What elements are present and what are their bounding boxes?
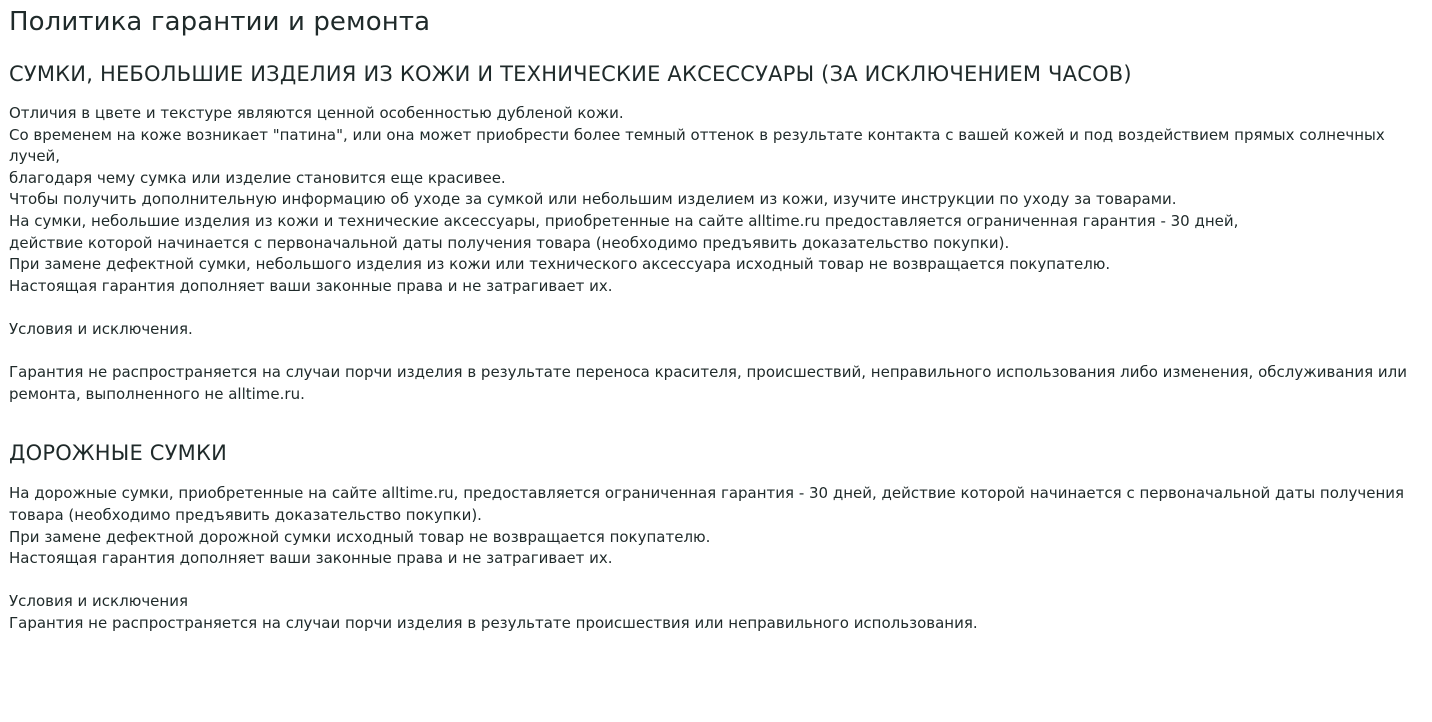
text-line: благодаря чему сумка или изделие становится еще красивее.: [9, 168, 506, 187]
conditions-label: Условия и исключения.: [9, 319, 193, 338]
travel-bags-heading: ДОРОЖНЫЕ СУМКИ: [9, 441, 228, 466]
text-line: Отличия в цвете и текстуре являются ценной особенностью дубленой кожи.: [9, 104, 624, 122]
text-line: Настоящая гарантия дополняет ваши законные права и не затрагивает их.: [9, 276, 613, 295]
text-line: Чтобы получить дополнительную информацию об уходе за сумкой или небольшим изделием из кожи, изучите инструкции по уходу за товарами.: [9, 190, 1177, 209]
page-title: Политика гарантии и ремонта: [9, 7, 431, 37]
travel-replacement-text: При замене дефектной дорожной сумки исходный товар не возвращается покупателю.: [9, 527, 711, 546]
text-line: При замене дефектной сумки, небольшого изделия из кожи или технического аксессуара исходный товар не возвращается покупателю.: [9, 255, 1111, 274]
travel-bags-section: [9, 439, 1432, 634]
travel-exclusions-text: Гарантия не распространяется на случаи порчи изделия в результате происшествия или неправильного использования.: [9, 613, 978, 632]
travel-rights-text: Настоящая гарантия дополняет ваши законные права и не затрагивает их.: [9, 549, 613, 568]
leather-goods-description: [9, 103, 1432, 297]
leather-goods-heading: СУМКИ, НЕБОЛЬШИЕ ИЗДЕЛИЯ ИЗ КОЖИ И ТЕХНИЧЕСКИЕ АКСЕССУАРЫ (ЗА ИСКЛЮЧЕНИЕМ ЧАСОВ): [9, 62, 1132, 86]
text-line: Со временем на коже возникает "патина", или она может приобрести более темный оттенок в результате контакта с вашей кожей и под воздействием прямых солнечных лучей,: [9, 125, 1385, 166]
leather-goods-section: [9, 60, 1432, 405]
exclusions-text: Гарантия не распространяется на случаи порчи изделия в результате переноса красителя, происшествий, неправильного использования либо изменения, обслуживания или ремонта, выполненного не alltime.ru.: [9, 363, 1407, 403]
text-line: действие которой начинается с первоначальной даты получения товара (необходимо предъявить доказательство покупки).: [9, 233, 1010, 252]
spacer: [9, 297, 1432, 319]
spacer: [9, 341, 1432, 363]
travel-warranty-text: На дорожные сумки, приобретенные на сайте alltime.ru, предоставляется ограниченная гарантия - 30 дней, действие которой начинается с первоначальной даты получения товара (необходимо предъявить доказательство покупки).: [9, 484, 1405, 524]
text-line: На сумки, небольшие изделия из кожи и технические аксессуары, приобретенные на сайте alltime.ru предоставляется ограниченная гарантия - 30 дней,: [9, 211, 1239, 230]
travel-conditions-label: Условия и исключения: [9, 592, 188, 611]
spacer: [9, 570, 1432, 592]
